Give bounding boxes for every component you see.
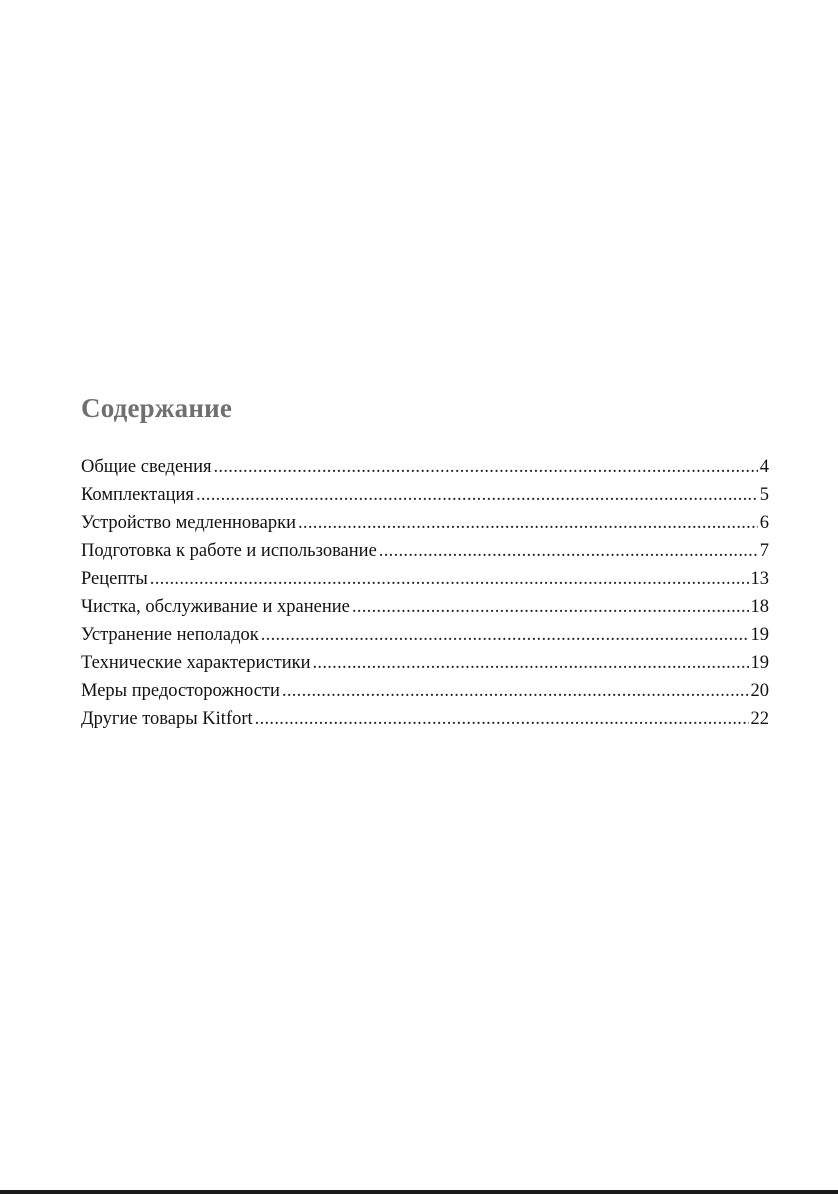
dot-leader <box>312 649 748 677</box>
toc-entry-other-products[interactable] <box>81 705 769 733</box>
dot-leader <box>150 565 749 593</box>
toc-entry-page-number: 18 <box>750 597 769 617</box>
toc-entry-label: Устранение неполадок <box>81 625 259 645</box>
toc-entry-device-structure[interactable] <box>81 509 769 537</box>
toc-entry-label: Меры предосторожности <box>81 681 280 701</box>
dot-leader <box>196 481 758 509</box>
dot-leader <box>261 621 749 649</box>
toc-entry-page-number: 19 <box>750 625 769 645</box>
toc-entry-specifications[interactable] <box>81 649 769 677</box>
toc-entry-label: Комплектация <box>81 485 194 505</box>
dot-leader <box>379 537 758 565</box>
toc-entry-page-number: 19 <box>750 653 769 673</box>
table-of-contents <box>81 453 769 733</box>
dot-leader <box>298 509 758 537</box>
toc-entry-package-contents[interactable] <box>81 481 769 509</box>
toc-entry-label: Устройство медленноварки <box>81 513 296 533</box>
toc-entry-label: Технические характеристики <box>81 653 311 673</box>
toc-entry-label: Подготовка к работе и использование <box>81 541 377 561</box>
toc-entry-cleaning-maintenance[interactable] <box>81 593 769 621</box>
toc-entry-page-number: 7 <box>759 541 769 561</box>
toc-entry-page-number: 4 <box>759 457 769 477</box>
toc-entry-troubleshooting[interactable] <box>81 621 769 649</box>
dot-leader <box>255 705 749 733</box>
toc-entry-label: Другие товары Kitfort <box>81 709 253 729</box>
toc-entry-page-number: 6 <box>759 513 769 533</box>
toc-entry-page-number: 20 <box>750 681 769 701</box>
toc-entry-label: Чистка, обслуживание и хранение <box>81 597 350 617</box>
page-bottom-border <box>0 1190 838 1194</box>
dot-leader <box>352 593 749 621</box>
page-title: Содержание <box>81 393 233 423</box>
toc-entry-page-number: 13 <box>750 569 769 589</box>
toc-entry-recipes[interactable] <box>81 565 769 593</box>
toc-entry-label: Общие сведения <box>81 457 212 477</box>
toc-entry-general-info[interactable] <box>81 453 769 481</box>
toc-entry-preparation-and-use[interactable] <box>81 537 769 565</box>
toc-entry-page-number: 22 <box>750 709 769 729</box>
toc-entry-safety-precautions[interactable] <box>81 677 769 705</box>
toc-entry-label: Рецепты <box>81 569 148 589</box>
dot-leader <box>282 677 749 705</box>
dot-leader <box>214 453 758 481</box>
toc-entry-page-number: 5 <box>759 485 769 505</box>
